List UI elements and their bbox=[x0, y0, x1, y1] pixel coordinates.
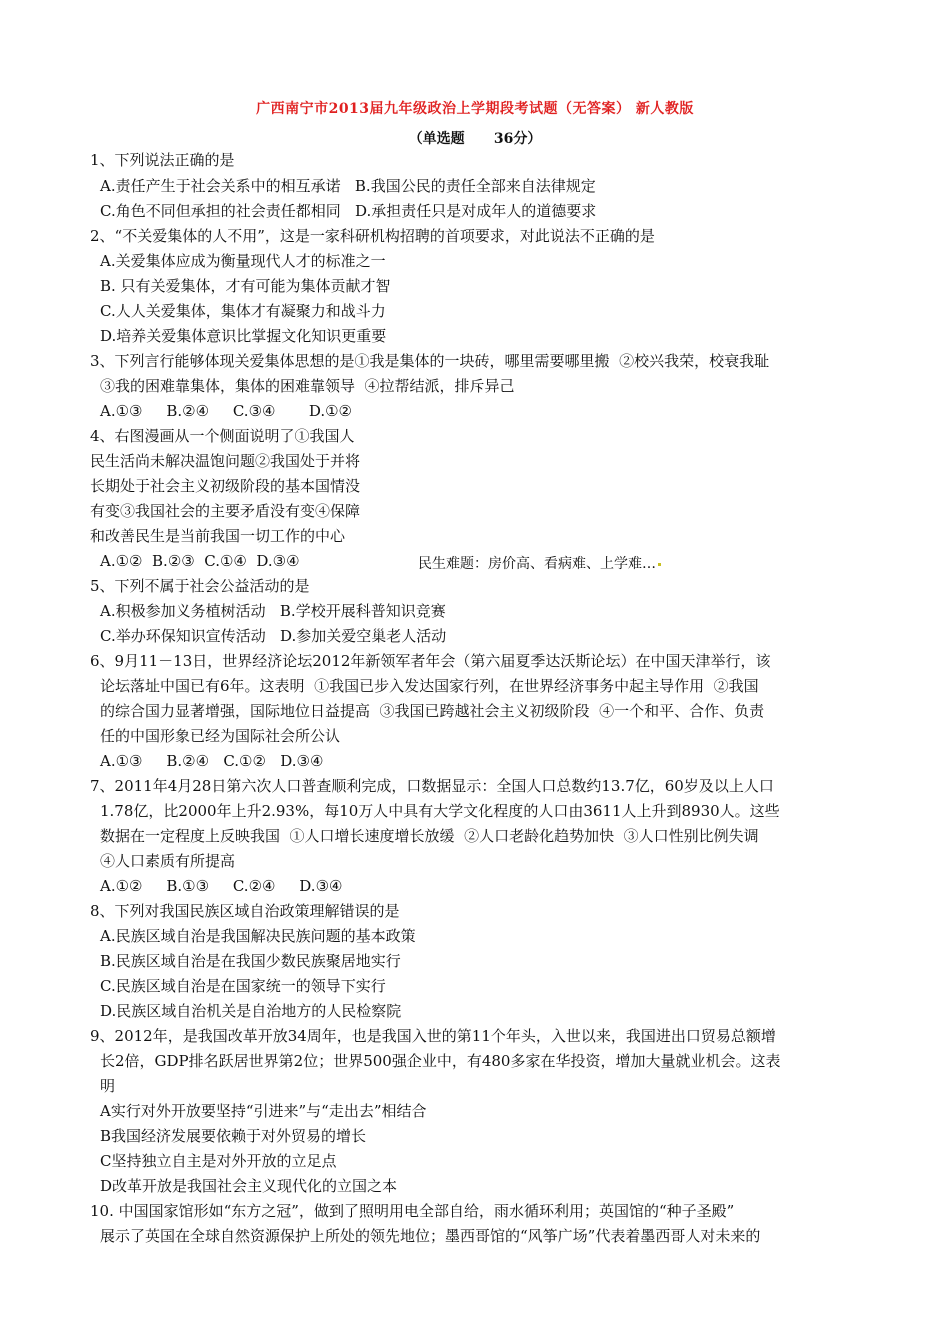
page-title: 广西南宁市2013届九年级政治上学期段考试题（无答案） 新人教版 bbox=[256, 101, 694, 117]
cartoon-caption: 民生难题：房价高、看病难、上学难… bbox=[418, 553, 661, 573]
option-line: C.人人关爱集体，集体才有凝聚力和战斗力 bbox=[100, 302, 386, 320]
question-8: 8、下列对我国民族区域自治政策理解错误的是 bbox=[90, 902, 400, 920]
option-line: A.①② B.②③ C.①④ D.③④ bbox=[100, 552, 300, 570]
option-line: D.培养关爱集体意识比掌握文化知识更重要 bbox=[100, 327, 387, 345]
question-9: 9、2012年，是我国改革开放34周年，也是我国入世的第11个年头，入世以来，我国进出口贸易总额增 bbox=[90, 1027, 776, 1045]
question-2: 2、“不关爱集体的人不用”，这是一家科研机构招聘的首项要求，对此说法不正确的是 bbox=[90, 227, 655, 245]
option-line: A.责任产生于社会关系中的相互承诺 B.我国公民的责任全部来自法律规定 bbox=[100, 177, 596, 195]
option-line: A.①③ B.②④ C.③④ D.①② bbox=[100, 402, 352, 420]
question-3: 3、下列言行能够体现关爱集体思想的是①我是集体的一块砖，哪里需要哪里搬 ②校兴我荣，校衰我耻 bbox=[90, 352, 770, 370]
question-10: 10. 中国国家馆形如“东方之冠”，做到了照明用电全部自给，雨水循环利用；英国馆的“种子圣殿” bbox=[90, 1202, 735, 1220]
question-7: 7、2011年4月28日第六次人口普查顺利完成，口数据显示：全国人口总数约13.7亿，60岁及以上人口 bbox=[90, 777, 774, 795]
option-line: B. 只有关爱集体，才有可能为集体贡献才智 bbox=[100, 277, 391, 295]
question-4-cont: 民生活尚未解决温饱问题②我国处于并将 bbox=[90, 452, 361, 470]
question-6-cont: 任的中国形象已经为国际社会所公认 bbox=[100, 727, 341, 745]
option-line: A.民族区域自治是我国解决民族问题的基本政策 bbox=[100, 927, 416, 945]
option-line: C.角色不同但承担的社会责任都相同 D.承担责任只是对成年人的道德要求 bbox=[100, 202, 597, 220]
option-line: A.关爱集体应成为衡量现代人才的标准之一 bbox=[100, 252, 386, 270]
option-line: A.积极参加义务植树活动 B.学校开展科普知识竞赛 bbox=[100, 602, 446, 620]
option-line: D.民族区域自治机关是自治地方的人民检察院 bbox=[100, 1002, 402, 1020]
question-10-cont: 展示了英国在全球自然资源保护上所处的领先地位；墨西哥馆的“风筝广场”代表着墨西哥人对未来的 bbox=[100, 1227, 761, 1245]
question-4-cont: 有变③我国社会的主要矛盾没有变④保障 bbox=[90, 502, 361, 520]
speck-mark bbox=[658, 563, 661, 566]
question-7-cont: ④人口素质有所提高 bbox=[100, 852, 236, 870]
option-line: D改革开放是我国社会主义现代化的立国之本 bbox=[100, 1177, 398, 1195]
question-4-cont: 长期处于社会主义初级阶段的基本国情没 bbox=[90, 477, 361, 495]
option-line: A.①③ B.②④ C.①② D.③④ bbox=[100, 752, 324, 770]
option-line: C.民族区域自治是在国家统一的领导下实行 bbox=[100, 977, 386, 995]
question-4: 4、右图漫画从一个侧面说明了①我国人 bbox=[90, 427, 355, 445]
question-6-cont: 的综合国力显著增强，国际地位日益提高 ③我国已跨越社会主义初级阶段 ④一个和平、合作、负责 bbox=[100, 702, 765, 720]
option-line: C坚持独立自主是对外开放的立足点 bbox=[100, 1152, 337, 1170]
option-line: A.①② B.①③ C.②④ D.③④ bbox=[100, 877, 343, 895]
question-1: 1、下列说法正确的是 bbox=[90, 151, 235, 169]
question-9-cont: 长2倍，GDP排名跃居世界第2位；世界500强企业中，有480多家在华投资，增加大量就业机会。这表 bbox=[100, 1052, 781, 1070]
question-7-cont: 1.78亿，比2000年上升2.93%，每10万人中具有大学文化程度的人口由3611人上升到8930人。这些 bbox=[100, 802, 780, 820]
option-line: A实行对外开放要坚持“引进来”与“走出去”相结合 bbox=[100, 1102, 427, 1120]
option-line: C.举办环保知识宣传活动 D.参加关爱空巢老人活动 bbox=[100, 627, 447, 645]
question-5: 5、下列不属于社会公益活动的是 bbox=[90, 577, 310, 595]
question-9-cont: 明 bbox=[100, 1077, 116, 1095]
question-7-cont: 数据在一定程度上反映我国 ①人口增长速度增长放缓 ②人口老龄化趋势加快 ③人口性别比例失调 bbox=[100, 827, 759, 845]
question-6: 6、9月11－13日，世界经济论坛2012年新领军者年会（第六届夏季达沃斯论坛）在中国天津举行，该 bbox=[90, 652, 771, 670]
option-line: B.民族区域自治是在我国少数民族聚居地实行 bbox=[100, 952, 401, 970]
question-3-cont: ③我的困难靠集体，集体的困难靠领导 ④拉帮结派，排斥异己 bbox=[100, 377, 515, 395]
option-line: B我国经济发展要依赖于对外贸易的增长 bbox=[100, 1127, 367, 1145]
section-subtitle: （单选题 36分） bbox=[408, 131, 542, 147]
question-4-cont: 和改善民生是当前我国一切工作的中心 bbox=[90, 527, 346, 545]
question-6-cont: 论坛落址中国已有6年。这表明 ①我国已步入发达国家行列，在世界经济事务中起主导作用 ②我国 bbox=[100, 677, 759, 695]
